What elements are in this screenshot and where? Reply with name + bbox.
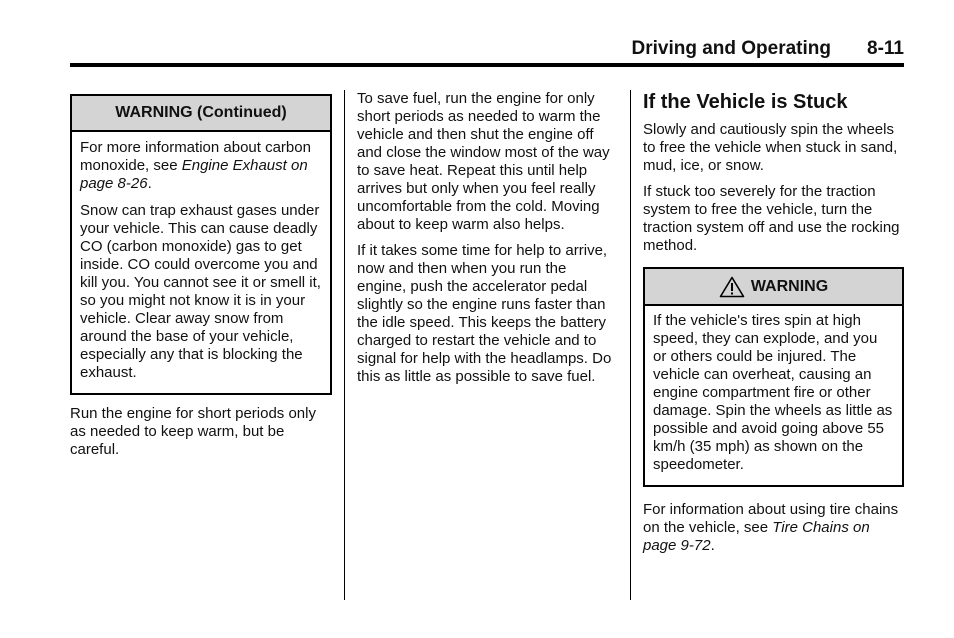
- warning-header: [645, 269, 902, 306]
- punctuation: .: [147, 175, 152, 192]
- body-paragraph: Run the engine for short periods only as needed to keep warm, but be careful.: [70, 405, 316, 458]
- page-number: 8-11: [867, 38, 904, 59]
- column-divider: [630, 90, 631, 600]
- warning-paragraph: Snow can trap exhaust gases under your vehicle. This can cause deadly CO (carbon monoxide) gas to get inside. CO could overcome you and kill you. You cannot see it or smell it, so you might not know it is in your vehicle. Clear away snow from around the base of your vehicle, especially any that is blocking the exhaust.: [80, 202, 321, 381]
- warning-body: [72, 132, 330, 393]
- cross-reference-link[interactable]: Engine Exhaust on page 8-26: [80, 157, 308, 192]
- body-paragraph: If stuck too severely for the traction system to free the vehicle, turn the traction system off and use the rocking method.: [643, 183, 900, 254]
- punctuation: .: [710, 537, 715, 554]
- warning-box-continued: [70, 94, 332, 395]
- warning-box: [643, 267, 904, 487]
- body-text: For information about using tire chains on the vehicle, see: [643, 501, 899, 536]
- warning-header: WARNING (Continued): [72, 96, 330, 132]
- warning-paragraph: [80, 139, 322, 193]
- warning-paragraph: If the vehicle's tires spin at high speed, they can explode, and you or others could be injured. The vehicle can overheat, causing an engine compartment fire or other damage. Spin the wheels as little as possible and avoid going above 55 km/h (35 mph) as shown on the speedometer.: [653, 312, 893, 473]
- column-middle: [357, 90, 619, 394]
- column-left: [70, 90, 332, 467]
- warning-triangle-icon: [719, 276, 745, 298]
- page-header: [70, 36, 904, 62]
- section-heading: If the Vehicle is Stuck: [643, 91, 848, 113]
- section-title: Driving and Operating: [631, 38, 832, 59]
- body-paragraph: [643, 501, 904, 555]
- body-paragraph: If it takes some time for help to arrive, now and then when you run the engine, push the accelerator pedal slightly so the engine runs faster than the idle speed. This keeps the battery charged to restart the vehicle and to signal for help with the headlamps. Do this as little as possible to save fuel.: [357, 242, 612, 385]
- warning-title: WARNING: [750, 277, 829, 295]
- body-paragraph: Slowly and cautiously spin the wheels to free the vehicle when stuck in sand, mud, ice, or snow.: [643, 121, 898, 174]
- column-right: [643, 90, 904, 563]
- header-rule: [70, 63, 904, 67]
- cross-reference-link[interactable]: Tire Chains on page 9-72: [643, 519, 870, 554]
- body-paragraph: To save fuel, run the engine for only short periods as needed to warm the vehicle and then shut the engine off and close the window most of the way to save heat. Repeat this until help arrives but only when you feel really uncomfortable from the cold. Moving about to keep warm also helps.: [357, 90, 610, 233]
- warning-body: [645, 306, 902, 485]
- column-divider: [344, 90, 345, 600]
- warning-text: For more information about carbon monoxide, see: [80, 139, 311, 174]
